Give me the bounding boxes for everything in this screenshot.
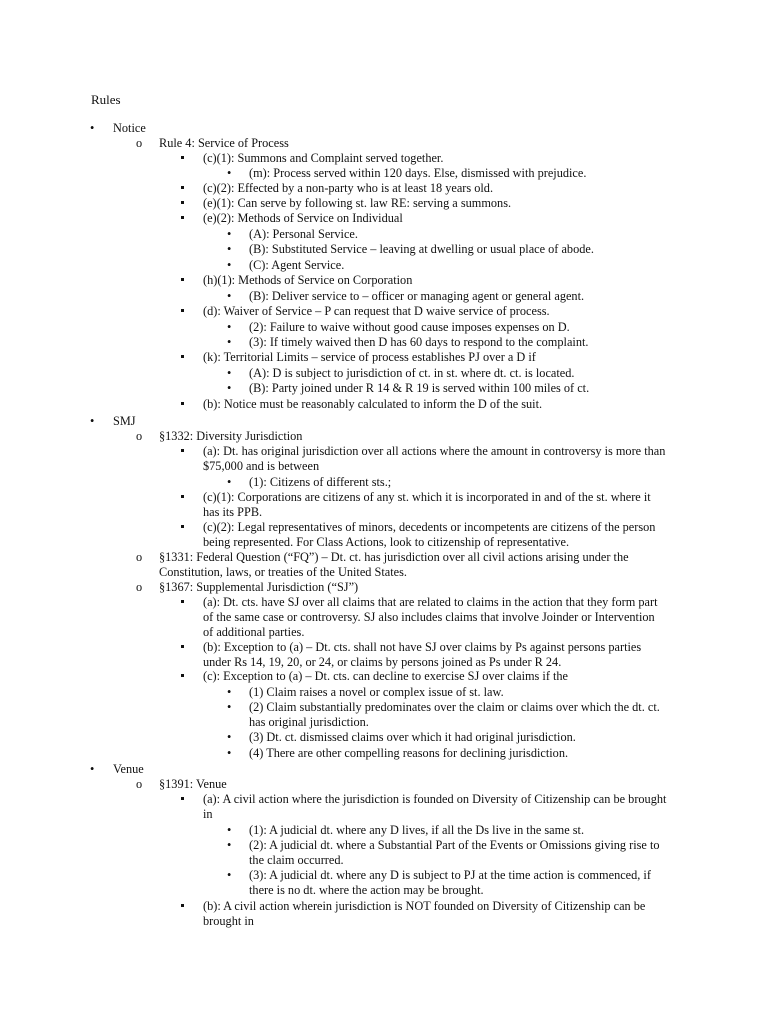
bullet-disc: • <box>227 166 232 180</box>
bullet-disc: • <box>227 730 232 744</box>
section-heading-venue: Venue <box>113 762 144 776</box>
bullet-disc: • <box>227 335 232 349</box>
bullet-disc: • <box>227 868 232 882</box>
bullet-square <box>181 309 184 312</box>
bullet-square <box>181 600 184 603</box>
list-item: (m): Process served within 120 days. Else, dismissed with prejudice. <box>249 166 587 180</box>
bullet-disc: • <box>227 823 232 837</box>
list-item-continuation: in <box>203 807 213 821</box>
section-1331-continuation: Constitution, laws, or treaties of the United States. <box>159 565 407 579</box>
list-item-continuation: $75,000 and is between <box>203 459 320 473</box>
list-item: (1) Claim raises a novel or complex issue of st. law. <box>249 685 504 699</box>
list-item: (c): Exception to (a) – Dt. cts. can decline to exercise SJ over claims if the <box>203 669 569 683</box>
list-item: (4) There are other compelling reasons for declining jurisdiction. <box>249 746 569 760</box>
list-item: (1): A judicial dt. where any D lives, if all the Ds live in the same st. <box>249 823 585 837</box>
list-item: (a): Dt. has original jurisdiction over all actions where the amount in controversy is more than <box>203 444 666 458</box>
list-item: (B): Deliver service to – officer or managing agent or general agent. <box>249 289 585 303</box>
list-item: (1): Citizens of different sts.; <box>249 475 392 489</box>
bullet-square <box>181 355 184 358</box>
list-item: (h)(1): Methods of Service on Corporation <box>203 273 413 287</box>
list-item: (B): Substituted Service – leaving at dwelling or usual place of abode. <box>249 242 594 256</box>
list-item: (c)(2): Legal representatives of minors, decedents or incompetents are citizens of the person <box>203 520 656 534</box>
bullet-disc: • <box>227 700 232 714</box>
list-item: (d): Waiver of Service – P can request that D waive service of process. <box>203 304 550 318</box>
list-item: (e)(1): Can serve by following st. law RE: serving a summons. <box>203 196 512 210</box>
list-item: (2) Claim substantially predominates over the claim or claims over which the dt. ct. <box>249 700 660 714</box>
list-item: (C): Agent Service. <box>249 258 345 272</box>
bullet-square <box>181 216 184 219</box>
document-title: Rules <box>91 92 121 107</box>
list-item-continuation: being represented. For Class Actions, look to citizenship of representative. <box>203 535 570 549</box>
bullet-square <box>181 402 184 405</box>
section-1331-text: §1331: Federal Question (“FQ”) – Dt. ct. has jurisdiction over all civil actions arising under the <box>159 550 629 564</box>
bullet-circle: o <box>136 580 143 594</box>
bullet-square <box>181 186 184 189</box>
bullet-circle: o <box>136 777 143 791</box>
bullet-circle: o <box>136 429 143 443</box>
list-item: (3): If timely waived then D has 60 days to respond to the complaint. <box>249 335 589 349</box>
list-item: (b): A civil action wherein jurisdiction is NOT founded on Diversity of Citizenship can be <box>203 899 646 913</box>
section-1391-title: §1391: Venue <box>159 777 227 791</box>
list-item: (a): Dt. cts. have SJ over all claims that are related to claims in the action that they form part <box>203 595 658 609</box>
list-item: (A): Personal Service. <box>249 227 358 241</box>
bullet-disc: • <box>227 242 232 256</box>
list-item: (2): A judicial dt. where a Substantial Part of the Events or Omissions giving rise to <box>249 838 660 852</box>
bullet-circle: o <box>136 550 143 564</box>
list-item-continuation: there is no dt. where the action may be brought. <box>249 883 484 897</box>
bullet-square <box>181 525 184 528</box>
bullet-square <box>181 495 184 498</box>
bullet-disc: • <box>227 258 232 272</box>
bullet-square <box>181 201 184 204</box>
list-item: (3) Dt. ct. dismissed claims over which it had original jurisdiction. <box>249 730 576 744</box>
list-item-continuation: has its PPB. <box>203 505 263 519</box>
list-item: (c)(2): Effected by a non-party who is at least 18 years old. <box>203 181 494 195</box>
list-item: (b): Notice must be reasonably calculated to inform the D of the suit. <box>203 397 543 411</box>
section-1332-title: §1332: Diversity Jurisdiction <box>159 429 303 443</box>
list-item-continuation: of additional parties. <box>203 625 305 639</box>
bullet-disc: • <box>227 475 232 489</box>
bullet-disc: • <box>227 227 232 241</box>
list-item-continuation: the claim occurred. <box>249 853 344 867</box>
section-heading-notice: Notice <box>113 121 146 135</box>
rule-4-title: Rule 4: Service of Process <box>159 136 289 150</box>
list-item: (B): Party joined under R 14 & R 19 is served within 100 miles of ct. <box>249 381 590 395</box>
list-item: (e)(2): Methods of Service on Individual <box>203 211 403 225</box>
bullet-square <box>181 278 184 281</box>
bullet-disc: • <box>227 381 232 395</box>
list-item: (k): Territorial Limits – service of process establishes PJ over a D if <box>203 350 536 364</box>
bullet-disc: • <box>227 320 232 334</box>
section-1367-title: §1367: Supplemental Jurisdiction (“SJ”) <box>159 580 359 594</box>
bullet-disc: • <box>90 414 95 428</box>
bullet-disc: • <box>227 746 232 760</box>
bullet-square <box>181 156 184 159</box>
list-item: (A): D is subject to jurisdiction of ct. in st. where dt. ct. is located. <box>249 366 575 380</box>
bullet-square <box>181 645 184 648</box>
list-item: (c)(1): Corporations are citizens of any st. which it is incorporated in and of the st. where it <box>203 490 651 504</box>
list-item-continuation: brought in <box>203 914 254 928</box>
bullet-disc: • <box>227 289 232 303</box>
bullet-disc: • <box>90 762 95 776</box>
bullet-disc: • <box>227 838 232 852</box>
bullet-square <box>181 449 184 452</box>
bullet-disc: • <box>90 121 95 135</box>
bullet-square <box>181 674 184 677</box>
list-item: (2): Failure to waive without good cause imposes expenses on D. <box>249 320 570 334</box>
list-item: (3): A judicial dt. where any D is subject to PJ at the time action is commenced, if <box>249 868 651 882</box>
list-item-continuation: has original jurisdiction. <box>249 715 369 729</box>
list-item-continuation: under Rs 14, 19, 20, or 24, or claims by persons joined as Ps under R 24. <box>203 655 562 669</box>
bullet-square <box>181 904 184 907</box>
list-item: (c)(1): Summons and Complaint served together. <box>203 151 444 165</box>
bullet-circle: o <box>136 136 143 150</box>
bullet-disc: • <box>227 366 232 380</box>
bullet-square <box>181 797 184 800</box>
bullet-disc: • <box>227 685 232 699</box>
list-item-continuation: of the same case or controversy. SJ also includes claims that involve Joinder or Intervention <box>203 610 655 624</box>
section-heading-smj: SMJ <box>113 414 136 428</box>
list-item: (a): A civil action where the jurisdiction is founded on Diversity of Citizenship can be brought <box>203 792 667 806</box>
list-item: (b): Exception to (a) – Dt. cts. shall not have SJ over claims by Ps against persons parties <box>203 640 642 654</box>
